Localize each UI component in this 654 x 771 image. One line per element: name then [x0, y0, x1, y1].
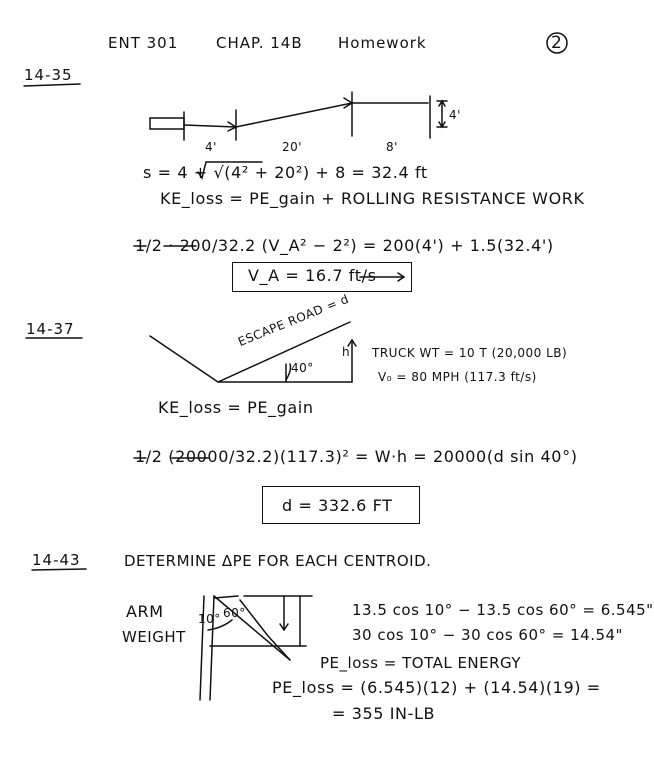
height-arrow: [348, 340, 356, 382]
arm-label: ARM: [126, 602, 164, 621]
dim-8ft: 8': [386, 140, 398, 154]
ramp-arrow-2: [344, 98, 352, 108]
vertical-ref-left: [200, 596, 204, 700]
distance-equation: s = 4 + √(4² + 20²) + 8 = 32.4 ft: [143, 163, 428, 182]
escape-road-profile: [150, 322, 350, 382]
weight-calc: 30 cos 10° − 30 cos 60° = 14.54": [352, 626, 623, 644]
arm-line-60deg: [214, 596, 290, 660]
truck-weight: TRUCK WT = 10 T (20,000 LB): [372, 346, 568, 360]
problem-14-43-id: 14-43: [32, 551, 81, 569]
energy-balance: KE_loss = PE_gain + ROLLING RESISTANCE WORK: [160, 189, 585, 208]
underline-14-43: [32, 569, 86, 570]
answer-14-37: d = 332.6 FT: [282, 496, 393, 515]
distance-equation-14-37: 1/2 (20000/32.2)(117.3)² = W·h = 20000(d sin 40°): [135, 447, 578, 466]
vehicle-block: [150, 118, 184, 129]
angle-60: 60°: [223, 606, 246, 620]
angle-arc: [208, 620, 232, 630]
pe-total-energy: PE_loss = TOTAL ENERGY: [320, 654, 522, 672]
height-label: h: [342, 345, 351, 359]
pe-loss-equation: PE_loss = (6.545)(12) + (14.54)(19) =: [272, 678, 601, 697]
weight-path: [240, 600, 290, 660]
answer-arrow: [360, 273, 404, 281]
page-title: Homework: [338, 34, 427, 52]
angle-10: 10°: [198, 612, 221, 626]
problem-14-43-intro: DETERMINE ΔPE FOR EACH CENTROID.: [124, 552, 432, 570]
arm-line-10deg: [210, 596, 214, 700]
initial-velocity: V₀ = 80 MPH (117.3 ft/s): [378, 370, 537, 384]
chapter-label: CHAP. 14B: [216, 34, 303, 52]
energy-balance-14-37: KE_loss = PE_gain: [158, 398, 314, 417]
course-code: ENT 301: [108, 34, 179, 52]
dim-20ft: 20': [282, 140, 303, 154]
dim-rise: 4': [449, 108, 461, 122]
problem-14-37-id: 14-37: [26, 320, 75, 338]
dim-4ft: 4': [205, 140, 217, 154]
velocity-equation: 1/2 · 200/32.2 (V_A² − 2²) = 200(4') + 1.5(32.4'): [135, 236, 554, 255]
ramp-profile: [184, 103, 428, 127]
answer-14-35: V_A = 16.7 ft/s: [248, 266, 377, 285]
radical-sign: [198, 162, 262, 178]
escape-road-label: ESCAPE ROAD = d: [236, 291, 351, 349]
arm-top: [214, 596, 238, 598]
arm-drop-arrow: [280, 596, 288, 630]
underline-14-35: [24, 84, 80, 86]
rise-dimension: [437, 101, 447, 127]
angle-40: 40°: [291, 361, 314, 375]
pe-loss-result: = 355 IN-LB: [332, 704, 436, 723]
page-number: 2: [551, 33, 563, 53]
arm-calc: 13.5 cos 10° − 13.5 cos 60° = 6.545": [352, 601, 654, 619]
weight-label: WEIGHT: [122, 628, 186, 646]
problem-14-35-id: 14-35: [24, 66, 73, 84]
page-number-circle: [547, 33, 567, 53]
